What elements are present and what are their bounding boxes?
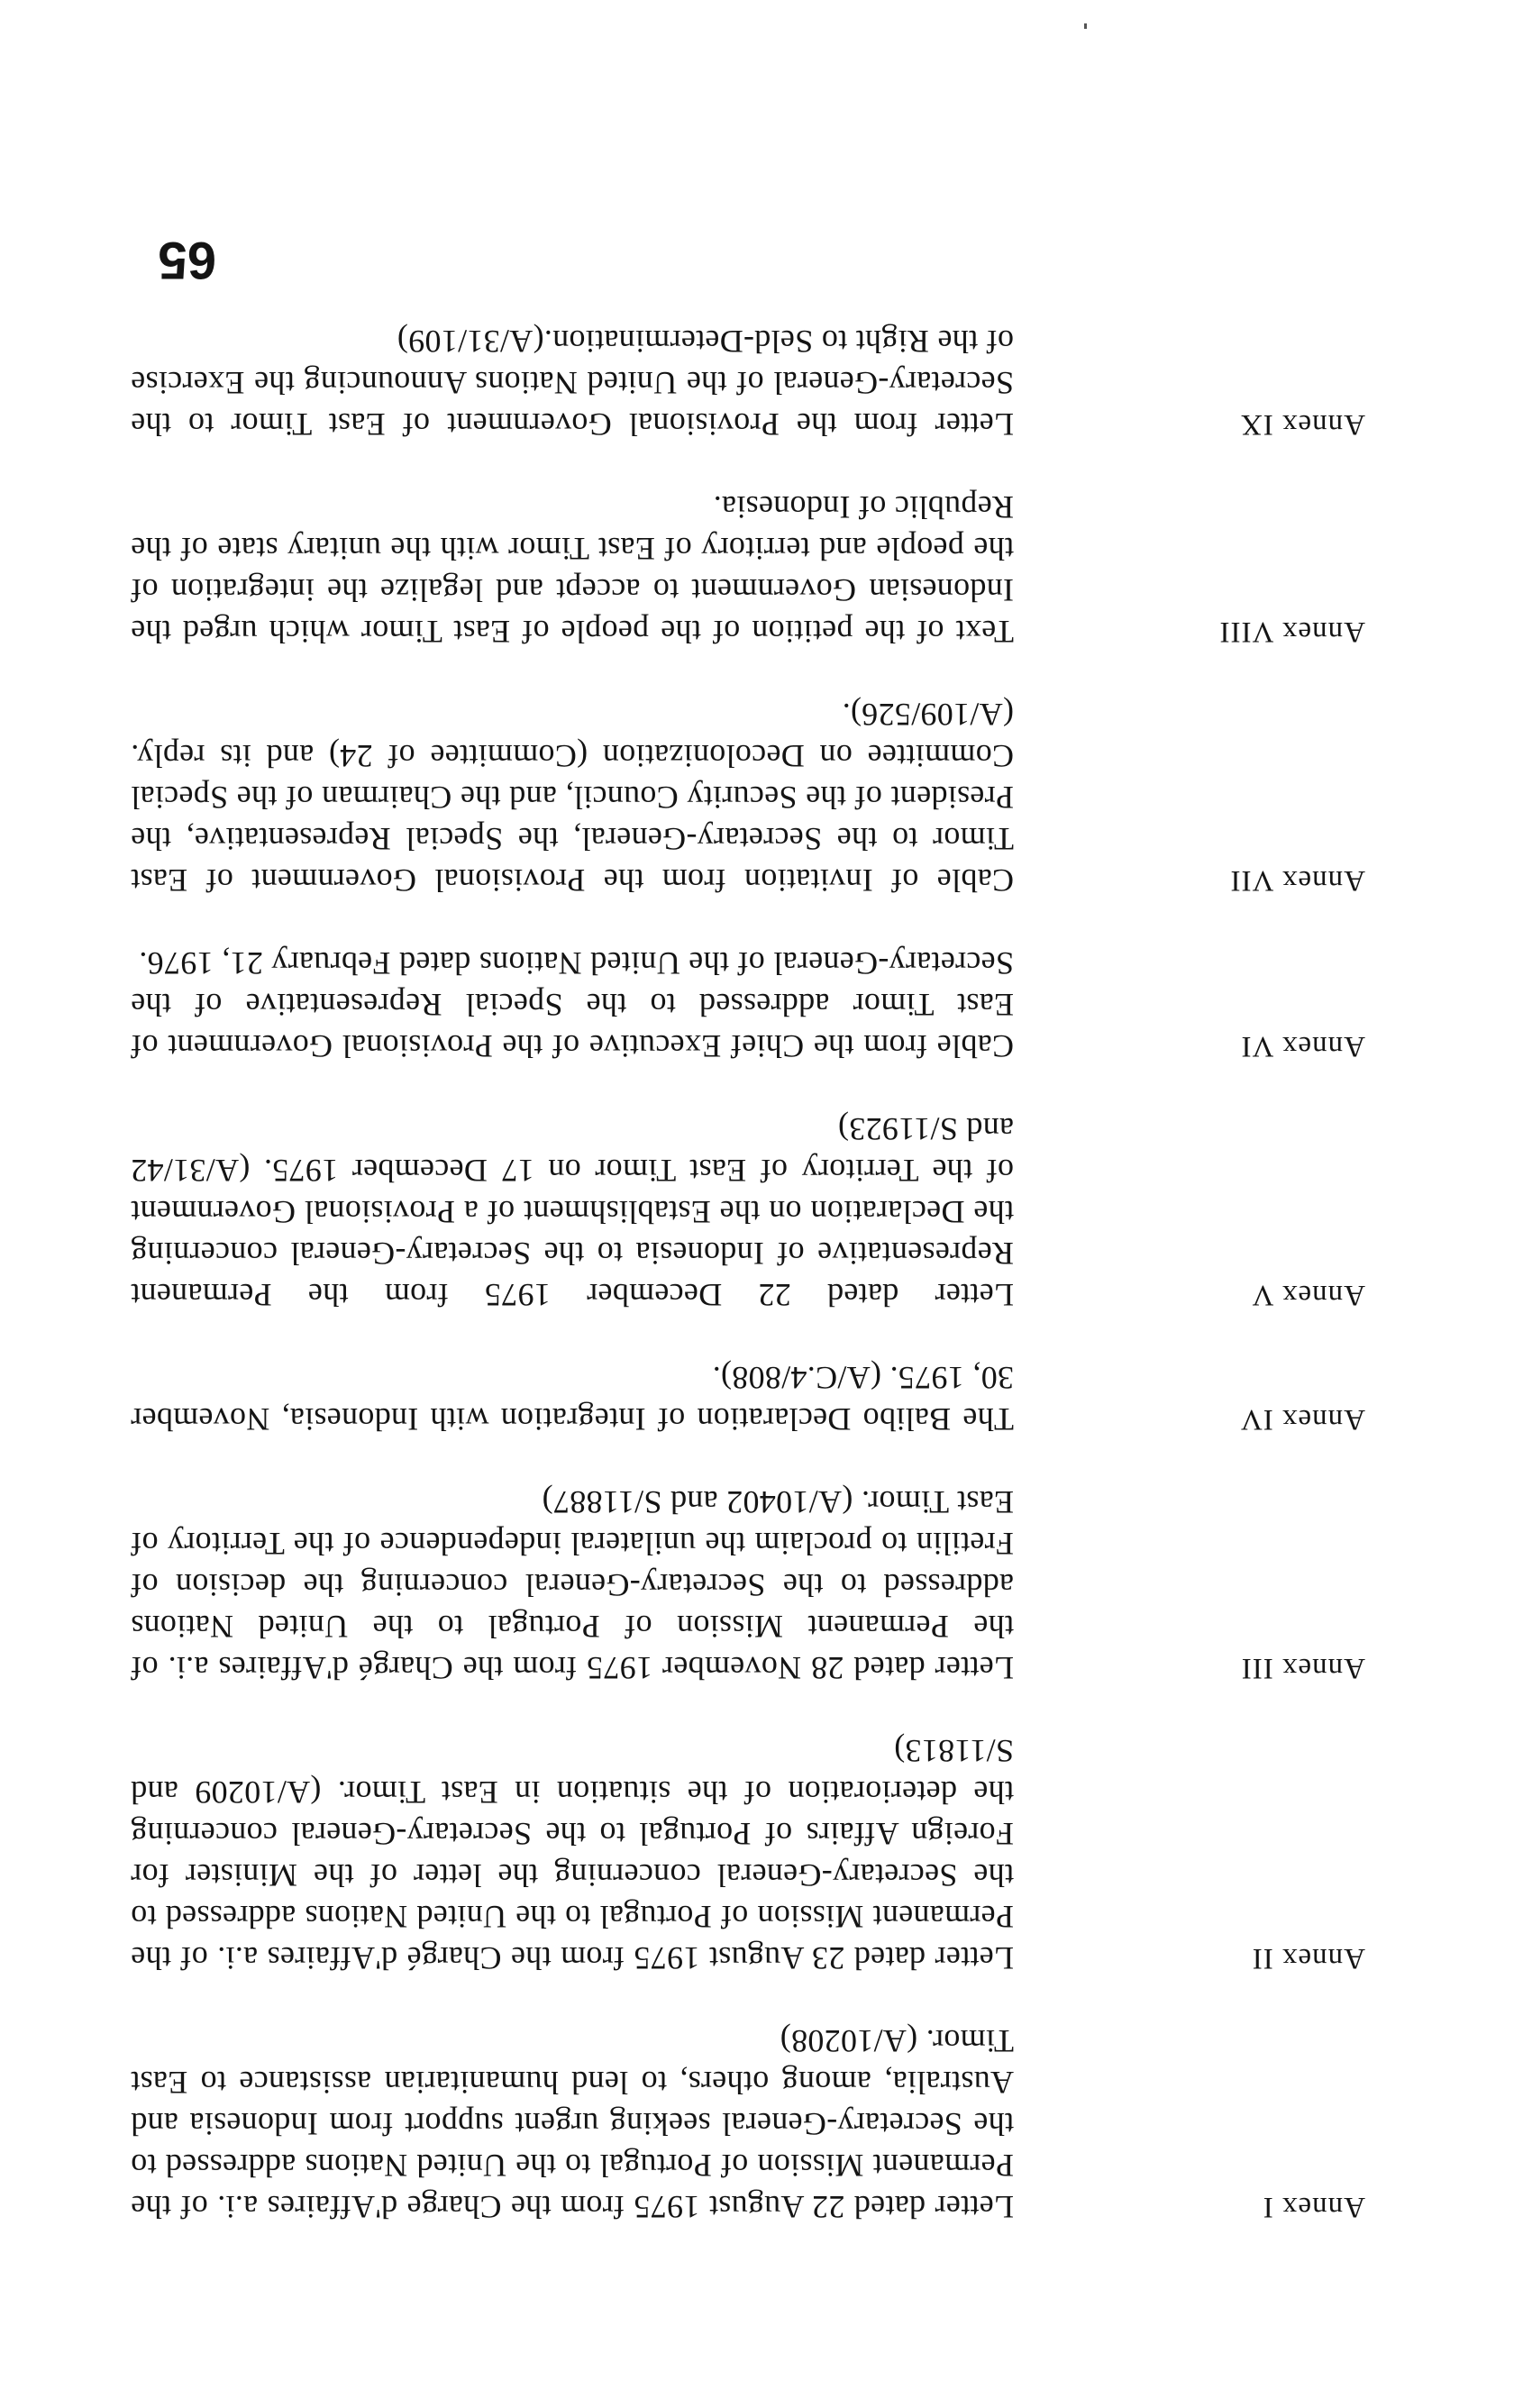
annex-label: Annex II bbox=[1251, 1942, 1365, 1975]
annex-label: Annex VII bbox=[1229, 864, 1365, 897]
annex-description: Cable of Invitation from the Provisional Government of East Timor to the Secretary-General, the Special Representative, the President of the Security Council, and the Chairman of the Special Committee on Decolonization (Committee of 24) and its reply. (A/109/526). bbox=[131, 697, 1014, 898]
annex-description: Letter dated 23 August 1975 from the Chargé d'Affaires a.i. of the Permanent Mission of Portugal to the United Nations addressed to the Secretary-General concerning the letter of the Minister for Foreign Affairs of Portugal to the Secretary-General concerning the deterioration of the situation in East Timor. (A/10209 and S/11813) bbox=[131, 1733, 1014, 1976]
annex-label: Annex IV bbox=[1239, 1403, 1365, 1436]
annex-description: Letter dated 22 August 1975 from the Charge d'Affaires a.i. of the Permanent Mission of Portugal to the United Nations addressed to the Secretary-General seeking urgent support from Indonesia and Australia, among others, to lend humanitarian assistance to East Timor. (A/10208) bbox=[131, 2023, 1014, 2225]
annex-label: Annex V bbox=[1251, 1279, 1365, 1311]
annex-description: Letter from the Provisional Government of East Timor to the Secretary-General of the United Nations Announcing the Exercise of the Right to Seld-Determination.(A/31/109) bbox=[131, 324, 1014, 442]
page-number: 65 bbox=[158, 231, 216, 289]
annex-entry bbox=[131, 943, 1365, 1067]
annex-description: Text of the petition of the people of East Timor which urged the Indonesian Government to accept and legalize the integration of the people and territory of East Timor with the unitary state of the Republic of Indonesia. bbox=[131, 489, 1014, 650]
annex-label: Annex VI bbox=[1240, 1030, 1365, 1063]
annex-description: Letter dated 22 December 1975 from the Permanent Representative of Indonesia to the Secretary-General concerning the Declaration on the Establishment of a Provisional Government of the Territory of East Timor on 17 December 1975. (A/31/42 and S/11923) bbox=[131, 1111, 1014, 1313]
annex-description: Letter dated 28 November 1975 from the Chargé d'Affaires a.i. of the Permanent Mission of Portugal to the United Nations addressed to the Secretary-General concerning the decision of Fretilin to proclaim the unilateral independence of the Territory of East Timor. (A/10402 and S/11887) bbox=[131, 1484, 1014, 1686]
annex-entry bbox=[131, 694, 1365, 901]
annex-label: Annex IX bbox=[1239, 408, 1365, 441]
annex-entry bbox=[131, 487, 1365, 652]
annex-entry bbox=[131, 321, 1365, 445]
annex-label: Annex I bbox=[1262, 2191, 1365, 2223]
annex-list bbox=[131, 279, 1365, 2228]
annex-entry bbox=[131, 1108, 1365, 1316]
annex-label: Annex III bbox=[1240, 1652, 1365, 1684]
annex-entry bbox=[131, 1730, 1365, 1979]
annex-entry bbox=[131, 2020, 1365, 2228]
annex-entry bbox=[131, 1357, 1365, 1440]
annex-description: The Balibo Declaration of Integration with Indonesia, November 30, 1975. (A/C.4/808). bbox=[131, 1360, 1014, 1437]
scan-speck bbox=[1084, 23, 1087, 29]
annex-label: Annex VIII bbox=[1218, 616, 1365, 648]
annex-description: Cable from the Chief Executive of the Provisional Government of East Timor addressed to the Special Representative of the Secretary-General of the United Nations dated February 21, 1976. bbox=[131, 945, 1014, 1064]
annex-entry bbox=[131, 1482, 1365, 1689]
